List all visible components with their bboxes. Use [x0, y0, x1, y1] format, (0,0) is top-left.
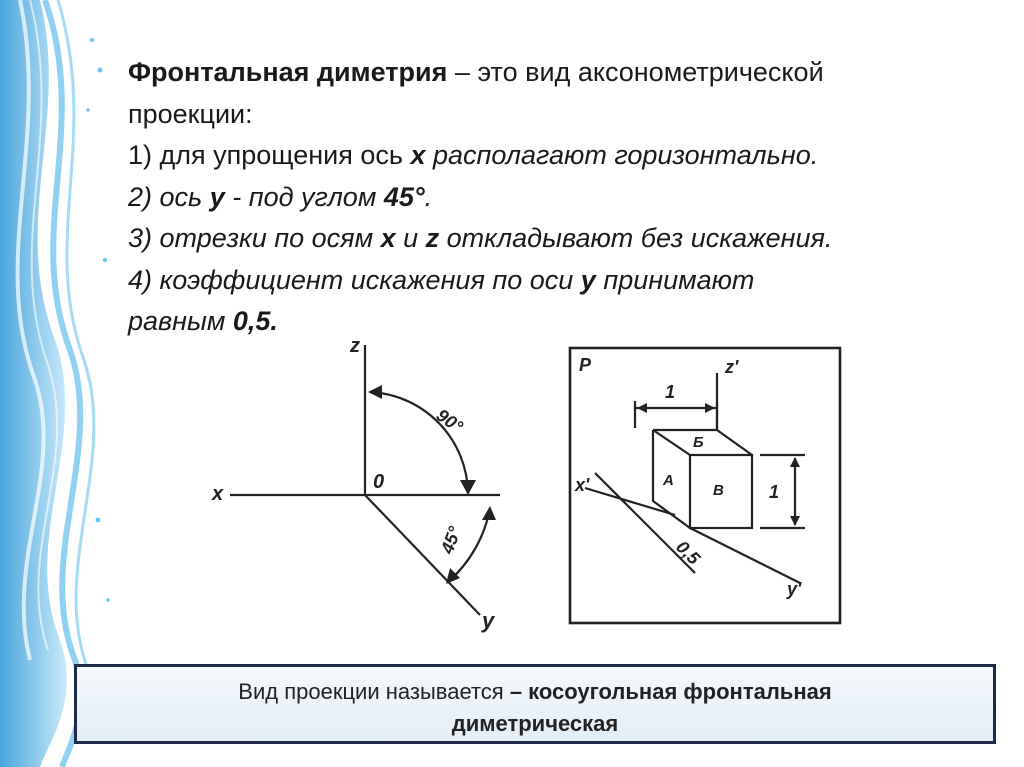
face-top-label: Б	[693, 434, 704, 451]
cube-diagram	[565, 343, 845, 628]
list-item-3: 3) отрезки по осям х и z откладывают без искажения.	[128, 223, 833, 253]
term-heading: Фронтальная диметрия	[128, 57, 448, 87]
list-item-4-cont: равным 0,5.	[128, 306, 278, 336]
axis-y-prime-label: y'	[787, 579, 802, 599]
axis-y-label: y	[482, 608, 495, 633]
axis-z-prime-label: z'	[725, 357, 739, 377]
list-item-2: 2) ось у - под углом 45°.	[128, 181, 433, 212]
origin-label: 0	[373, 471, 385, 493]
intro-rest: – это вид аксонометрической	[447, 57, 824, 87]
intro-line-1	[128, 52, 1020, 94]
axes-diagram	[200, 330, 530, 640]
decorative-wave	[0, 0, 120, 767]
conclusion-line-2: диметрическая	[451, 711, 619, 736]
conclusion-line-1: Вид проекции называется – косоугольная фронтальная	[238, 679, 832, 704]
axis-z-label: z	[350, 335, 360, 357]
conclusion-box	[74, 664, 996, 744]
angle-45-label: 45°	[436, 523, 466, 557]
definition-text	[128, 52, 1020, 343]
plane-p-label: P	[579, 355, 592, 375]
dim-depth-label: 0,5	[672, 536, 705, 569]
dim-top-label: 1	[665, 382, 676, 402]
list-item-1: 1) для упрощения ось х располагают горизонтально.	[128, 140, 819, 170]
list-item-4: 4) коэффициент искажения по оси у принимают	[128, 264, 755, 295]
angle-90-label: 90°	[432, 404, 467, 437]
dim-right-label: 1	[769, 482, 780, 502]
intro-line-2: проекции:	[128, 98, 253, 129]
axis-x-label: x	[212, 483, 224, 505]
face-side-label: А	[663, 472, 674, 489]
face-front-label: В	[713, 482, 724, 499]
axis-x-prime-label: x'	[575, 475, 590, 495]
